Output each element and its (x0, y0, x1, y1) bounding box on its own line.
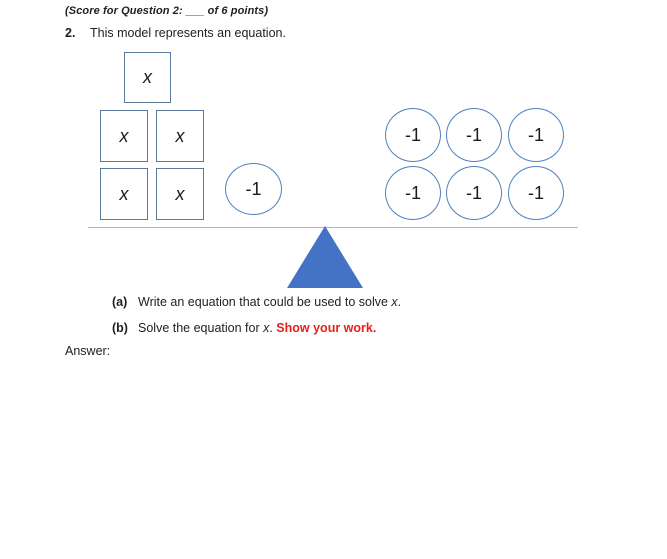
question-line (65, 26, 286, 40)
question-text: This model represents an equation. (90, 26, 286, 40)
negative-one-counter: -1 (225, 163, 282, 215)
negative-one-counter: -1 (446, 108, 502, 162)
part-b-label: (b) (112, 321, 128, 335)
x-tile: x (100, 110, 148, 162)
show-your-work-emphasis: Show your work. (276, 321, 377, 335)
variable-x: x (391, 295, 398, 309)
x-tile: x (100, 168, 148, 220)
part-a-label: (a) (112, 295, 128, 309)
part-a-period: . (397, 295, 402, 309)
answer-label: Answer: (65, 344, 111, 358)
negative-one-counter: -1 (508, 108, 564, 162)
x-tile: x (156, 168, 204, 220)
part-a-text: Write an equation that could be used to solve (138, 295, 392, 309)
negative-one-counter: -1 (385, 166, 441, 220)
part-a-line (112, 295, 401, 309)
negative-one-counter: -1 (446, 166, 502, 220)
part-b-text: Solve the equation for (138, 321, 264, 335)
part-b-period: . (269, 321, 277, 335)
negative-one-counter: -1 (385, 108, 441, 162)
fulcrum-triangle (285, 226, 365, 289)
x-tile: x (124, 52, 171, 103)
score-line: (Score for Question 2: ___ of 6 points) (65, 5, 269, 17)
x-tile: x (156, 110, 204, 162)
question-number: 2. (65, 26, 76, 40)
part-b-line (112, 321, 376, 335)
variable-x: x (263, 321, 270, 335)
negative-one-counter: -1 (508, 166, 564, 220)
